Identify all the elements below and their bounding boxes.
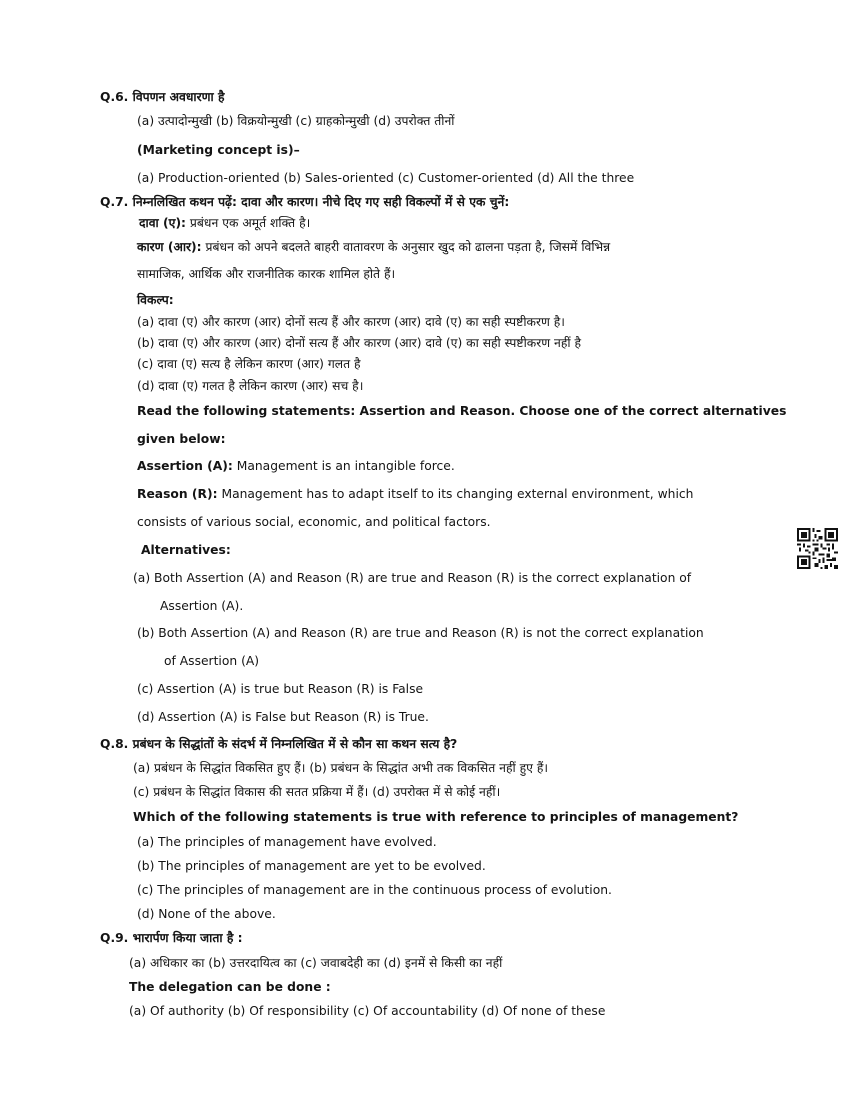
q7-alt-hindi-a: (a) दावा (ए) और कारण (आर) दोनों सत्य हैं और कारण (आर) दावे (ए) का सही स्पष्टीकरण है। (137, 315, 565, 329)
q7-alternatives-hindi-label: विकल्प: (137, 293, 174, 307)
q8-option-english-b: (b) The principles of management are yet to be evolved. (137, 859, 486, 873)
q6-options-hindi: (a) उत्पादोन्मुखी (b) विक्रयोन्मुखी (c) ग्राहकोन्मुखी (d) उपरोक्त तीनों (137, 114, 455, 128)
q8-option-english-a: (a) The principles of management have evolved. (137, 835, 437, 849)
q7-reason-english-line-2: consists of various social, economic, and political factors. (137, 515, 491, 529)
q7-reason-hindi-text-1: प्रबंधन को अपने बदलते बाहरी वातावरण के अनुसार खुद को ढालना पड़ता है, जिसमें विभिन्न (201, 240, 611, 254)
q7-alt-english-a: (a) Both Assertion (A) and Reason (R) are true and Reason (R) is the correct explanation of (133, 571, 692, 585)
q6-options-english: (a) Production-oriented (b) Sales-oriented (c) Customer-oriented (d) All the three (137, 171, 635, 185)
q7-reason-english-label: Reason (R): (137, 487, 218, 501)
q7-alt-english-a-line-2: Assertion (A). (160, 599, 244, 613)
q7-assertion-english-label: Assertion (A): (137, 459, 233, 473)
q8-title: Q.8. प्रबंधन के सिद्धांतों के संदर्भ में निम्नलिखित में से कौन सा कथन सत्य है? (100, 737, 458, 751)
q8-options-hindi-1: (a) प्रबंधन के सिद्धांत विकसित हुए हैं। (b) प्रबंधन के सिद्धांत अभी तक विकसित नहीं हुए हैं। (133, 761, 549, 775)
q7-alt-hindi-c: (c) दावा (ए) सत्य है लेकिन कारण (आर) गलत है (137, 357, 361, 371)
q7-alt-english-c: (c) Assertion (A) is true but Reason (R) is False (137, 682, 424, 696)
q7-reason-hindi-line-2: सामाजिक, आर्थिक और राजनीतिक कारक शामिल होते हैं। (137, 267, 396, 281)
q6-english-prompt: (Marketing concept is)– (137, 143, 300, 157)
q7-english-intro-2: given below: (137, 432, 226, 446)
q7-alt-hindi-b: (b) दावा (ए) और कारण (आर) दोनों सत्य हैं और कारण (आर) दावे (ए) का सही स्पष्टीकरण नहीं है (137, 336, 582, 350)
q7-reason-english (137, 486, 693, 502)
q7-reason-english-text-1: Management has to adapt itself to its changing external environment, which (217, 487, 694, 501)
q7-assertion-hindi (139, 215, 310, 231)
q7-assertion-hindi-label: दावा (ए): (139, 216, 186, 230)
q9-english-prompt: The delegation can be done : (129, 980, 331, 994)
q9-options-hindi: (a) अधिकार का (b) उत्तरदायित्व का (c) जवाबदेही का (d) इनमें से किसी का नहीं (129, 956, 503, 970)
q8-english-question: Which of the following statements is true with reference to principles of management? (133, 810, 739, 824)
q7-assertion-english (137, 458, 455, 474)
q9-title: Q.9. भारार्पण किया जाता है : (100, 931, 243, 945)
q7-reason-hindi (137, 239, 610, 255)
q9-options-english: (a) Of authority (b) Of responsibility (c) Of accountability (d) Of none of these (129, 1004, 606, 1018)
qr-code-icon (797, 528, 838, 569)
q7-alt-english-d: (d) Assertion (A) is False but Reason (R) is True. (137, 710, 429, 724)
q7-alternatives-english-label: Alternatives: (141, 543, 231, 557)
q7-alt-english-b-line-2: of Assertion (A) (164, 654, 260, 668)
q6-title: Q.6. विपणन अवधारणा है (100, 90, 225, 104)
q7-alt-hindi-d: (d) दावा (ए) गलत है लेकिन कारण (आर) सच है। (137, 379, 364, 393)
q7-alt-english-b: (b) Both Assertion (A) and Reason (R) are true and Reason (R) is not the correct explanation (137, 626, 704, 640)
q7-english-intro-1: Read the following statements: Assertion and Reason. Choose one of the correct alternatives (137, 404, 787, 418)
q7-assertion-hindi-text: प्रबंधन एक अमूर्त शक्ति है। (185, 216, 311, 230)
q7-title: Q.7. निम्नलिखित कथन पढ़ें: दावा और कारण। नीचे दिए गए सही विकल्पों में से एक चुनें: (100, 195, 510, 209)
q7-reason-hindi-label: कारण (आर): (137, 240, 202, 254)
q8-option-english-c: (c) The principles of management are in the continuous process of evolution. (137, 883, 612, 897)
q8-option-english-d: (d) None of the above. (137, 907, 276, 921)
q8-options-hindi-2: (c) प्रबंधन के सिद्धांत विकास की सतत प्रक्रिया में हैं। (d) उपरोक्त में से कोई नहीं। (133, 785, 501, 799)
q7-assertion-english-text: Management is an intangible force. (232, 459, 455, 473)
